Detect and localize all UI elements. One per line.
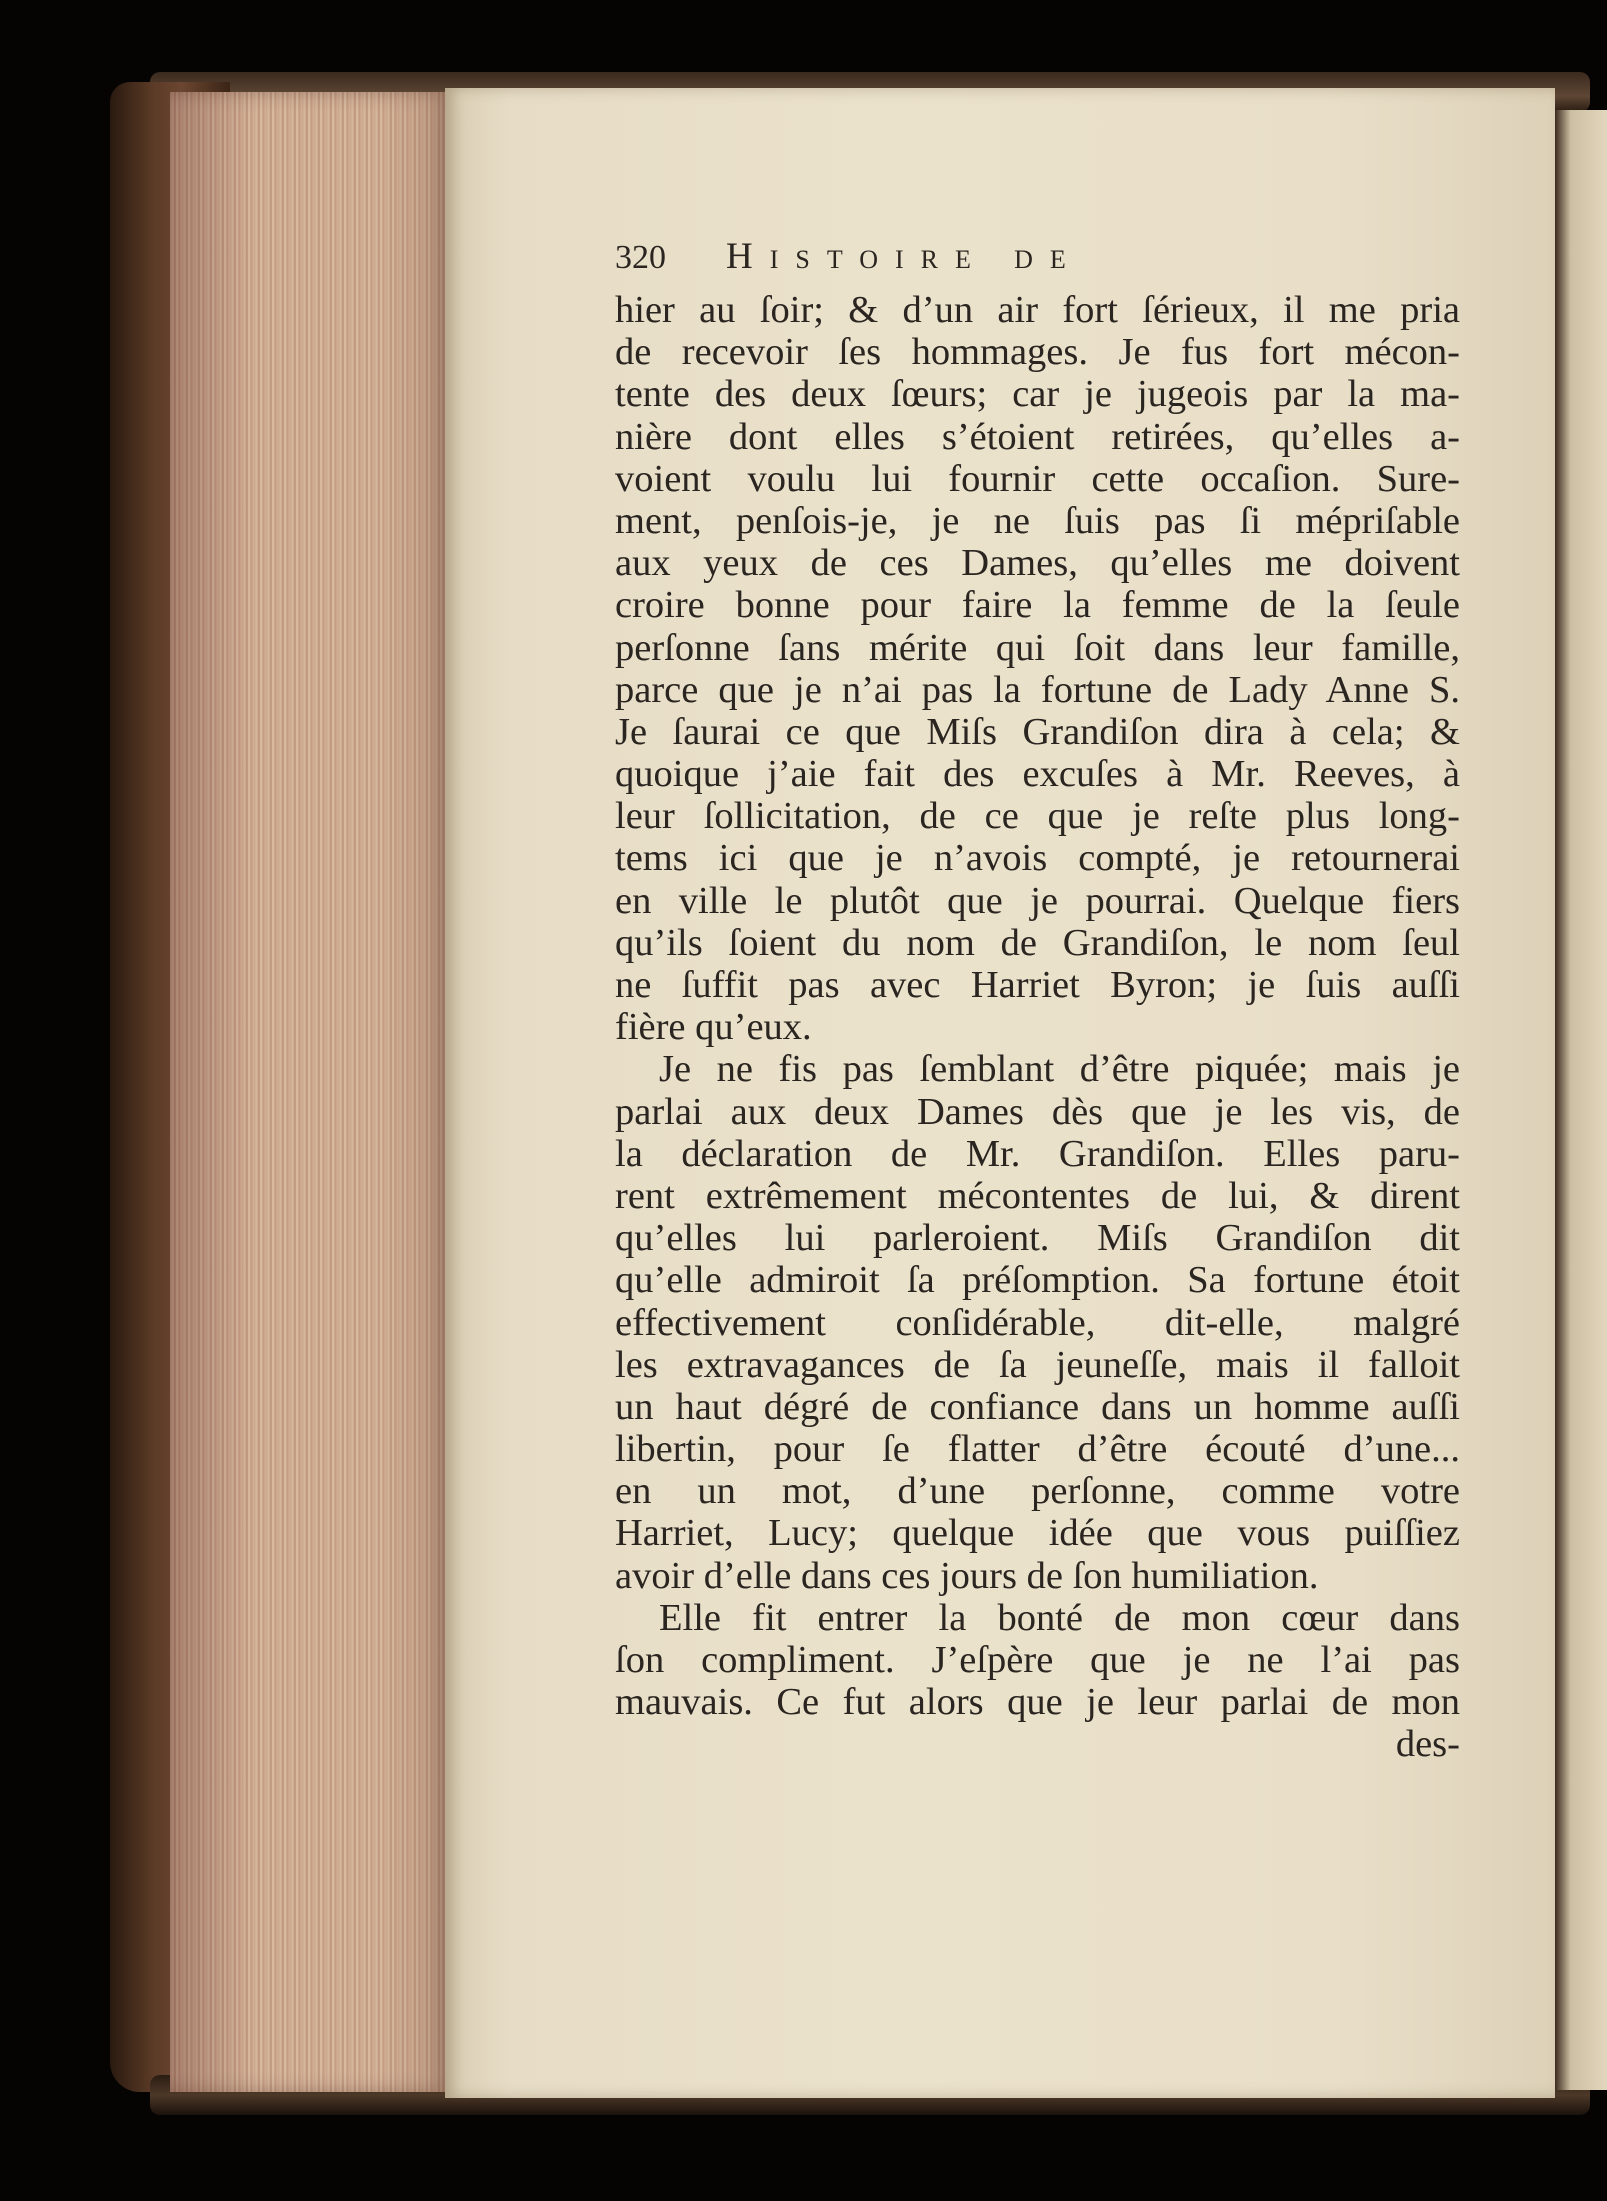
text-line: les extravagances de ſa jeuneſſe, mais il falloit [615,1343,1460,1386]
text-line: en ville le plutôt que je pourrai. Quelque fiers [615,879,1460,922]
text-line: mauvais. Ce fut alors que je leur parlai de mon [615,1681,1460,1724]
text-line: nière dont elles s’étoient retirées, qu’elles a- [615,415,1460,458]
text-line: Harriet, Lucy; quelque idée que vous puiſſiez [615,1512,1460,1555]
text-line: voient voulu lui fournir cette occaſion. Sure- [615,457,1460,500]
text-line: aux yeux de ces Dames, qu’elles me doivent [615,542,1460,585]
page-edges-shade [170,92,450,2092]
text-line: parce que je n’ai pas la fortune de Lady Anne S. [615,668,1460,711]
text-line: Elle fit entrer la bonté de mon cœur dans [659,1596,1460,1639]
text-line: hier au ſoir; & d’un air fort ſérieux, il me pria [615,289,1460,331]
text-line: Je ne fis pas ſemblant d’être piquée; mais je [659,1048,1460,1091]
text-line: croire bonne pour faire la femme de la ſeule [615,584,1460,627]
text-line: un haut dégré de confiance dans un homme auſſi [615,1385,1460,1428]
text-line: effectivement conſidérable, dit-elle, malgré [615,1301,1460,1344]
page-number: 320 [615,239,666,276]
text-line: ment, penſois-je, je ne ſuis pas ſi mépriſable [615,499,1460,542]
text-line: parlai aux deux Dames dès que je les vis, de [615,1090,1460,1133]
text-line: fière qu’eux. [615,1006,812,1049]
text-line: tente des deux ſœurs; car je jugeois par la ma- [615,373,1460,416]
text-line: qu’elles lui parleroient. Miſs Grandiſon dit [615,1217,1460,1260]
text-line: quoique j’aie fait des excuſes à Mr. Reeves, à [615,753,1460,796]
page-text-block [615,235,1460,1766]
text-line: avoir d’elle dans ces jours de ſon humiliation. [615,1554,1319,1597]
text-line: perſonne ſans mérite qui ſoit dans leur famille, [615,626,1460,669]
text-line: ſon compliment. J’eſpère que je ne l’ai pas [615,1639,1460,1681]
text-line: en un mot, d’une perſonne, comme votre [615,1470,1460,1513]
text-line: ne ſuffit pas avec Harriet Byron; je ſuis auſſi [615,964,1460,1006]
text-line: leur ſollicitation, de ce que je reſte plus long- [615,795,1460,838]
catchword: des- [1395,1723,1460,1766]
text-line: libertin, pour ſe flatter d’être écouté d’une... [615,1428,1460,1471]
next-page-edge [1555,110,1607,2090]
text-line: la déclaration de Mr. Grandiſon. Elles paru- [615,1132,1460,1175]
text-line: de recevoir ſes hommages. Je fus fort mécon- [615,331,1460,374]
text-line: qu’elle admiroit ſa préſomption. Sa fortune étoit [615,1259,1460,1302]
text-line: Je ſaurai ce que Miſs Grandiſon dira à cela; & [615,710,1460,753]
running-title: Histoire de [726,236,1083,277]
text-line: rent extrêmement mécontentes de lui, & dirent [615,1174,1460,1217]
text-line: qu’ils ſoient du nom de Grandiſon, le nom ſeul [615,921,1460,964]
text-line: tems ici que je n’avois compté, je retournerai [615,837,1460,880]
running-head [615,235,1460,289]
